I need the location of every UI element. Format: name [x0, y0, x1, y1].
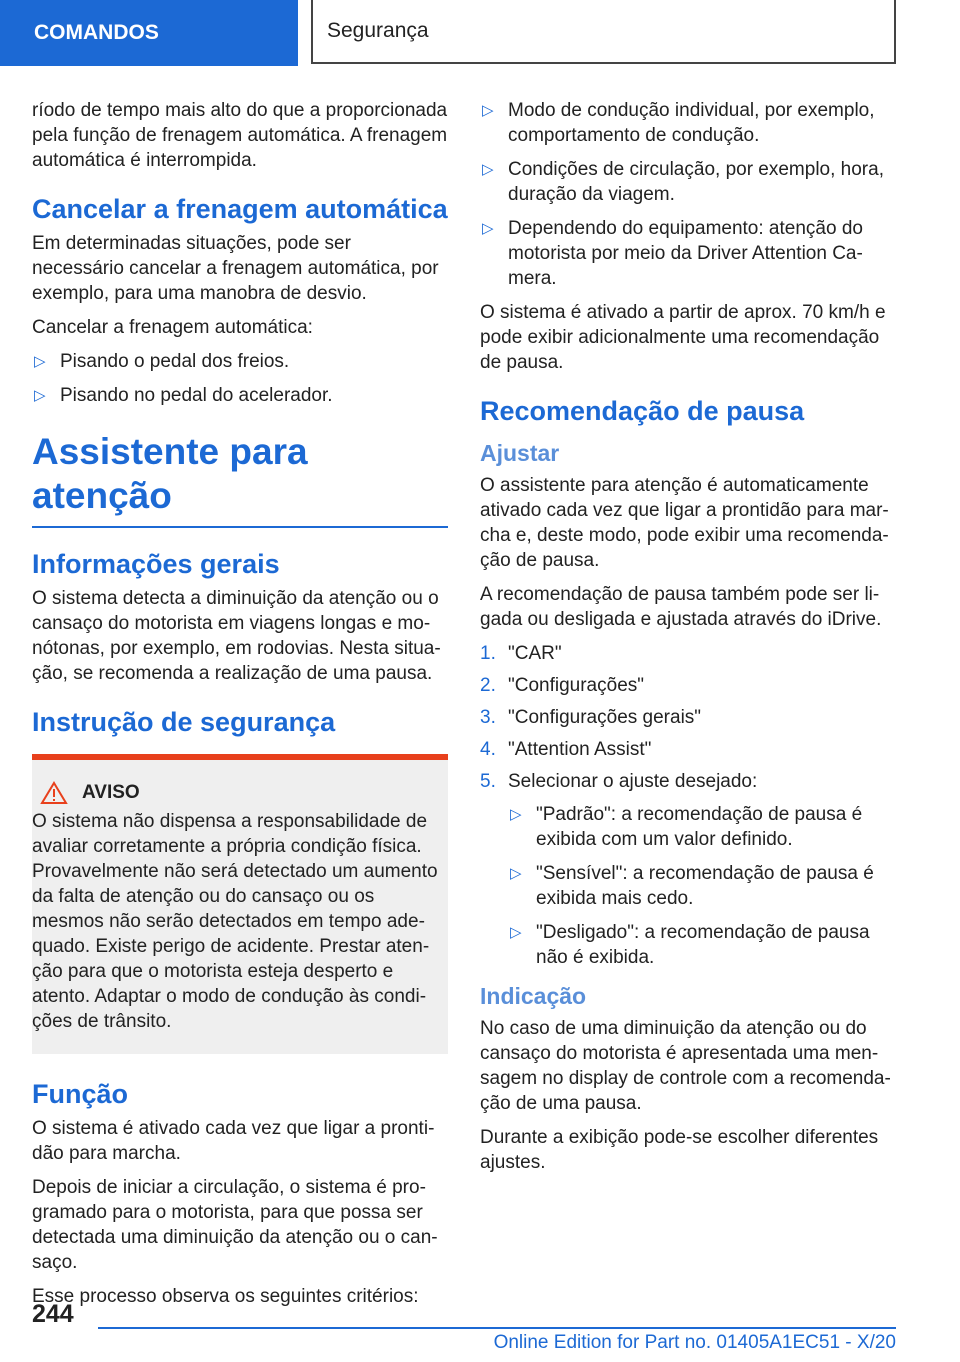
bullet-triangle-icon: ▷	[510, 924, 522, 941]
options-list	[508, 802, 896, 970]
function-paragraph-2: Depois de iniciar a circulação, o sistema é programado para o motorista, para que possa ser detectada uma diminuição da atenção ou o cansaço.	[32, 1177, 438, 1273]
right-column	[480, 98, 896, 1184]
list-item: ▷ "Desligado": a recomendação de pausa não é exibida.	[510, 922, 870, 968]
criteria-list	[480, 98, 896, 291]
list-item: 5. Selecionar o ajuste desejado: ▷ "Padrão": a recomendação de pausa é exibida com um valor definido. ▷ "Sensível": a recomendação de pausa é exibida mais cedo. ▷ "Desligado": a recomendação de pausa não é exibida.	[480, 769, 896, 970]
function-paragraph-3: Esse processo observa os seguintes critérios:	[32, 1286, 419, 1307]
header-topic-box	[311, 0, 896, 64]
activation-paragraph: O sistema é ativado a partir de aprox. 70 km/h e pode exibir adicionalmente uma recomendação de pausa.	[480, 302, 886, 373]
list-item: ▷ "Sensível": a recomendação de pausa é exibida mais cedo.	[510, 863, 874, 909]
header-section-tab	[0, 0, 298, 66]
step-number: 2.	[480, 675, 496, 696]
cancel-paragraph-1: Em determinadas situações, pode ser necessário cancelar a frenagem automática, por exemplo, para uma manobra de desvio.	[32, 233, 439, 304]
list-item: ▷ Condições de circulação, por exemplo, hora, duração da viagem.	[482, 159, 884, 205]
header-topic-label: Segurança	[327, 19, 429, 42]
pause-heading: Recomendação de pausa	[480, 396, 805, 426]
list-item: ▷ Modo de condução individual, por exemplo, comportamento de condução.	[482, 100, 875, 146]
intro-paragraph: ríodo de tempo mais alto do que a proporcionada pela função de frenagem automática. A frenagem automática é interrompida.	[32, 100, 448, 171]
step-number: 4.	[480, 739, 496, 760]
steps-list	[480, 641, 896, 970]
info-paragraph: O sistema detecta a diminuição da atenção ou o cansaço do motorista em viagens longas e monótonas, por exemplo, em rodovias. Nesta situação, se recomenda a realização de uma pausa.	[32, 588, 441, 684]
warning-box	[32, 754, 448, 1054]
bullet-triangle-icon: ▷	[482, 220, 494, 237]
list-item: 1. "CAR"	[480, 643, 562, 664]
list-item: ▷ Pisando o pedal dos freios.	[34, 351, 290, 372]
indication-paragraph-2: Durante a exibição pode-se escolher diferentes ajustes.	[480, 1127, 879, 1173]
adjust-paragraph-1: O assistente para atenção é automaticamente ativado cada vez que ligar a prontidão para marcha e, deste modo, pode exibir uma recomendação de pausa.	[480, 475, 889, 571]
adjust-paragraph-2: A recomendação de pausa também pode ser ligada ou desligada e ajustada através do iDrive.	[480, 584, 882, 630]
step-number: 3.	[480, 707, 496, 728]
bullet-triangle-icon: ▷	[482, 161, 494, 178]
list-item: 3. "Configurações gerais"	[480, 707, 702, 728]
warning-triangle-icon	[40, 781, 68, 805]
info-heading: Informações gerais	[32, 549, 280, 579]
step-number: 1.	[480, 643, 496, 664]
bullet-triangle-icon: ▷	[34, 353, 46, 370]
safety-heading: Instrução de segurança	[32, 707, 336, 737]
page-number: 244	[32, 1300, 74, 1328]
bullet-triangle-icon: ▷	[482, 102, 494, 119]
list-item: 2. "Configurações"	[480, 675, 645, 696]
adjust-heading: Ajustar	[480, 440, 560, 466]
header-section-label: COMANDOS	[34, 21, 159, 44]
cancel-paragraph-2: Cancelar a frenagem automática:	[32, 317, 313, 338]
function-heading: Função	[32, 1079, 129, 1109]
bullet-triangle-icon: ▷	[510, 806, 522, 823]
cancel-heading: Cancelar a frenagem automática	[32, 194, 448, 224]
warning-text: O sistema não dispensa a responsabilidade de avaliar corretamente a própria condição física. Provavelmente não será detectado um aumento da falta de atenção ou do cansaço ou os mesmos não serão detectados em tempo adequado. Existe perigo de acidente. Prestar atenção para que o motorista esteja desperto e atento. Adaptar o modo de condução às condições de trânsito.	[32, 811, 438, 1032]
footer-edition: Online Edition for Part no. 01405A1EC51 - X/20	[493, 1332, 896, 1353]
list-item: ▷ Pisando no pedal do acelerador.	[34, 385, 333, 406]
footer-divider	[98, 1327, 896, 1329]
bullet-triangle-icon: ▷	[510, 865, 522, 882]
indication-paragraph-1: No caso de uma diminuição da atenção ou do cansaço do motorista é apresentada uma mensagem no display de controle com a recomendação de uma pausa.	[480, 1018, 891, 1114]
cancel-list	[32, 349, 448, 408]
bullet-triangle-icon: ▷	[34, 387, 46, 404]
function-paragraph-1: O sistema é ativado cada vez que ligar a prontidão para marcha.	[32, 1118, 435, 1164]
warning-title	[32, 780, 438, 805]
list-item: ▷ "Padrão": a recomendação de pausa é exibida com um valor definido.	[510, 804, 863, 850]
list-item: ▷ Dependendo do equipamento: atenção do motorista por meio da Driver Attention Camera.	[482, 218, 863, 289]
list-item: 4. "Attention Assist"	[480, 739, 652, 760]
indication-heading: Indicação	[480, 983, 587, 1009]
step-number: 5.	[480, 771, 496, 792]
main-heading: Assistente para atenção	[32, 430, 448, 528]
left-column	[32, 98, 448, 1318]
warning-title-text: AVISO	[82, 782, 140, 803]
